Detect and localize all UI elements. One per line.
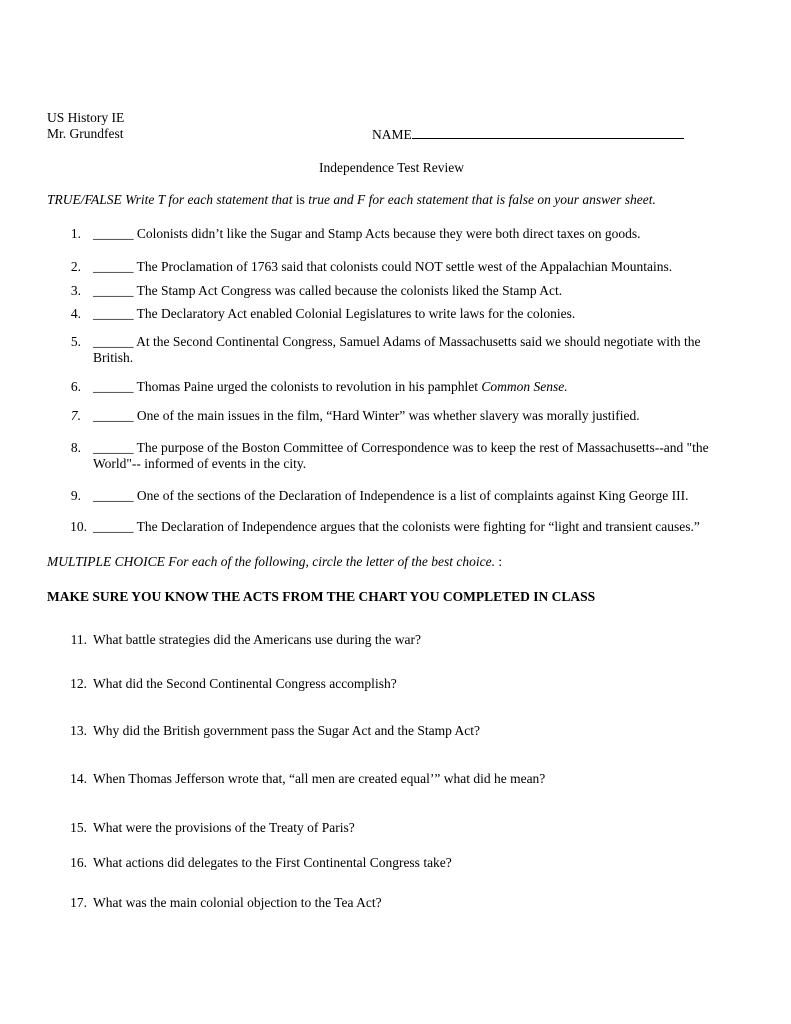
question-number: 15. (70, 820, 87, 835)
multiple-choice-instructions (47, 554, 502, 570)
question-number: 12. (70, 676, 87, 691)
question-text: What were the provisions of the Treaty of Paris? (93, 820, 355, 835)
tf-item-text: At the Second Continental Congress, Samuel Adams of Massachusetts said we should negotiate with the (136, 334, 701, 349)
tf-item (93, 519, 700, 535)
tf-item (93, 334, 700, 350)
tf-item-text: One of the sections of the Declaration of Independence is a list of complaints against King George III. (136, 488, 689, 503)
page-title: Independence Test Review (319, 160, 464, 175)
tf-instructions-part-c: true and F for each statement that is false on your answer sheet. (304, 192, 656, 207)
answer-blank[interactable]: ______ (93, 226, 134, 241)
true-false-instructions (47, 192, 656, 208)
tf-item-number: 8. (70, 440, 81, 455)
question-number: 16. (70, 855, 87, 870)
tf-instructions-part-b: is (295, 192, 305, 207)
question-text: When Thomas Jefferson wrote that, “all men are created equal’” what did he mean? (93, 771, 546, 786)
answer-blank[interactable]: ______ (93, 440, 134, 455)
answer-blank[interactable]: ______ (93, 379, 134, 394)
tf-item-number: 1. (70, 226, 81, 241)
mc-instructions-text: MULTIPLE CHOICE For each of the following, circle the letter of the best choice. (47, 554, 496, 569)
question-text: What was the main colonial objection to the Tea Act? (93, 895, 382, 910)
tf-item (93, 440, 709, 456)
answer-blank[interactable]: ______ (93, 334, 134, 349)
teacher-name: Mr. Grundfest (47, 126, 124, 141)
tf-item (93, 379, 568, 395)
tf-item-number: 7. (70, 408, 81, 423)
tf-item (93, 226, 641, 242)
tf-item-text: Colonists didn’t like the Sugar and Stamp Acts because they were both direct taxes on goods. (136, 226, 641, 241)
question-number: 17. (70, 895, 87, 910)
tf-item (93, 408, 640, 424)
tf-item-text: The purpose of the Boston Committee of Correspondence was to keep the rest of Massachusetts--and "the (136, 440, 709, 455)
acts-chart-notice: MAKE SURE YOU KNOW THE ACTS FROM THE CHART YOU COMPLETED IN CLASS (47, 589, 596, 604)
answer-blank[interactable]: ______ (93, 306, 134, 321)
question-text: What did the Second Continental Congress accomplish? (93, 676, 397, 691)
tf-item-text: The Proclamation of 1763 said that colonists could NOT settle west of the Appalachian Mountains. (136, 259, 673, 274)
tf-item-text: The Declaration of Independence argues that the colonists were fighting for “light and transient causes.” (136, 519, 700, 534)
name-label: NAME (372, 127, 412, 142)
answer-blank[interactable]: ______ (93, 259, 134, 274)
tf-item-text: One of the main issues in the film, “Hard Winter” was whether slavery was morally justified. (136, 408, 640, 423)
tf-item (93, 306, 575, 322)
name-blank-line[interactable] (412, 126, 684, 139)
tf-item-text: Thomas Paine urged the colonists to revolution in his pamphlet (136, 379, 482, 394)
tf-item (93, 283, 562, 299)
tf-item-number: 10. (70, 519, 87, 534)
answer-blank[interactable]: ______ (93, 519, 134, 534)
name-field[interactable] (372, 126, 684, 143)
tf-item-continuation: World"-- informed of events in the city. (93, 456, 307, 471)
question-text: Why did the British government pass the Sugar Act and the Stamp Act? (93, 723, 480, 738)
answer-blank[interactable]: ______ (93, 408, 134, 423)
mc-instructions-tail: : (495, 554, 503, 569)
course-title: US History IE (47, 110, 125, 125)
tf-item (93, 488, 688, 504)
answer-blank[interactable]: ______ (93, 283, 134, 298)
tf-item-number: 3. (70, 283, 81, 298)
tf-item-text: The Declaratory Act enabled Colonial Legislatures to write laws for the colonies. (136, 306, 576, 321)
question-number: 14. (70, 771, 87, 786)
question-number: 11. (70, 632, 87, 647)
question-text: What actions did delegates to the First Continental Congress take? (93, 855, 452, 870)
tf-item-number: 2. (70, 259, 81, 274)
tf-item-text: The Stamp Act Congress was called because the colonists liked the Stamp Act. (136, 283, 563, 298)
tf-item-continuation: British. (93, 350, 134, 365)
tf-item-text-italic: Common Sense. (481, 379, 568, 394)
tf-item-number: 6. (70, 379, 81, 394)
answer-blank[interactable]: ______ (93, 488, 134, 503)
tf-item-number: 9. (70, 488, 81, 503)
tf-instructions-part-a: TRUE/FALSE Write T for each statement that (47, 192, 296, 207)
tf-item-number: 5. (70, 334, 81, 349)
question-number: 13. (70, 723, 87, 738)
tf-item (93, 259, 672, 275)
question-text: What battle strategies did the Americans use during the war? (93, 632, 422, 647)
tf-item-number: 4. (70, 306, 81, 321)
